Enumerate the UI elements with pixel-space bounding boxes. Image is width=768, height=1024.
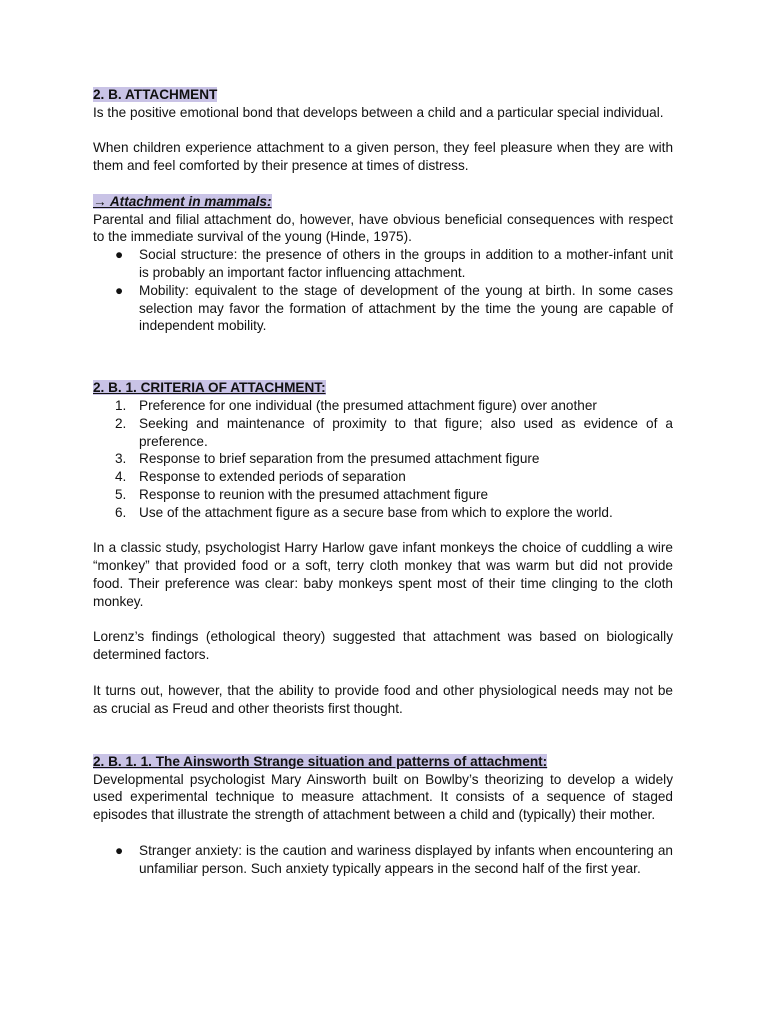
list-item: ● Mobility: equivalent to the stage of development of the young at birth. In some cases selection may favor the formation of attachment by the time the young are capable of independent mobility. xyxy=(115,282,673,334)
harlow-paragraph: In a classic study, psychologist Harry Harlow gave infant monkeys the choice of cuddling a wire “monkey” that provided food or a soft, terry cloth monkey that was warm but did not provide food. Their preference was clear: baby monkeys spent most of their time clinging to the cloth monkey. xyxy=(93,540,673,609)
criteria-numbered-list xyxy=(93,397,673,522)
subheading-attachment-in-mammals: → Attachment in mammals: xyxy=(93,193,272,209)
bullet-icon: ● xyxy=(115,842,124,858)
list-item: 5. Response to reunion with the presumed attachment figure xyxy=(115,486,489,502)
section-heading-ainsworth: 2. B. 1. 1. The Ainsworth Strange situation and patterns of attachment: xyxy=(93,753,548,769)
list-item: ● Social structure: the presence of others in the groups in addition to a mother-infant unit is probably an important factor influencing attachment. xyxy=(115,247,673,280)
attachment-definition: Is the positive emotional bond that develops between a child and a particular special individual. xyxy=(93,104,664,120)
lorenz-paragraph: Lorenz’s findings (ethological theory) suggested that attachment was based on biologically determined factors. xyxy=(93,629,673,663)
attachment-pleasure-paragraph: When children experience attachment to a given person, they feel pleasure when they are with them and feel comforted by their presence at times of distress. xyxy=(93,140,673,174)
list-item: 4. Response to extended periods of separation xyxy=(115,469,406,485)
bullet-icon: ● xyxy=(115,247,124,263)
mammals-intro: Parental and filial attachment do, however, have obvious beneficial consequences with respect to the immediate survival of the young (Hinde, 1975). xyxy=(93,211,673,245)
list-item: 1. Preference for one individual (the presumed attachment figure) over another xyxy=(115,397,597,413)
section-heading-attachment: 2. B. ATTACHMENT xyxy=(93,87,218,102)
bullet-icon: ● xyxy=(115,282,124,298)
list-item: 3. Response to brief separation from the presumed attachment figure xyxy=(115,451,540,467)
list-item: 2. Seeking and maintenance of proximity to that figure; also used as evidence of a preference. xyxy=(115,415,673,449)
list-item: 6. Use of the attachment figure as a secure base from which to explore the world. xyxy=(115,504,613,520)
mammals-bullet-list xyxy=(93,246,673,335)
section-heading-criteria: 2. B. 1. CRITERIA OF ATTACHMENT: xyxy=(93,380,326,396)
list-item: ● Stranger anxiety: is the caution and wariness displayed by infants when encountering an unfamiliar person. Such anxiety typically appears in the second half of the first year. xyxy=(115,842,673,876)
ainsworth-intro: Developmental psychologist Mary Ainsworth built on Bowlby’s theorizing to develop a widely used experimental technique to measure attachment. It consists of a sequence of staged episodes that illustrate the strength of attachment between a child and (typically) their mother. xyxy=(93,771,673,823)
ainsworth-bullet-list xyxy=(93,842,673,878)
freud-paragraph: It turns out, however, that the ability to provide food and other physiological needs may not be as crucial as Freud and other theorists first thought. xyxy=(93,682,673,716)
